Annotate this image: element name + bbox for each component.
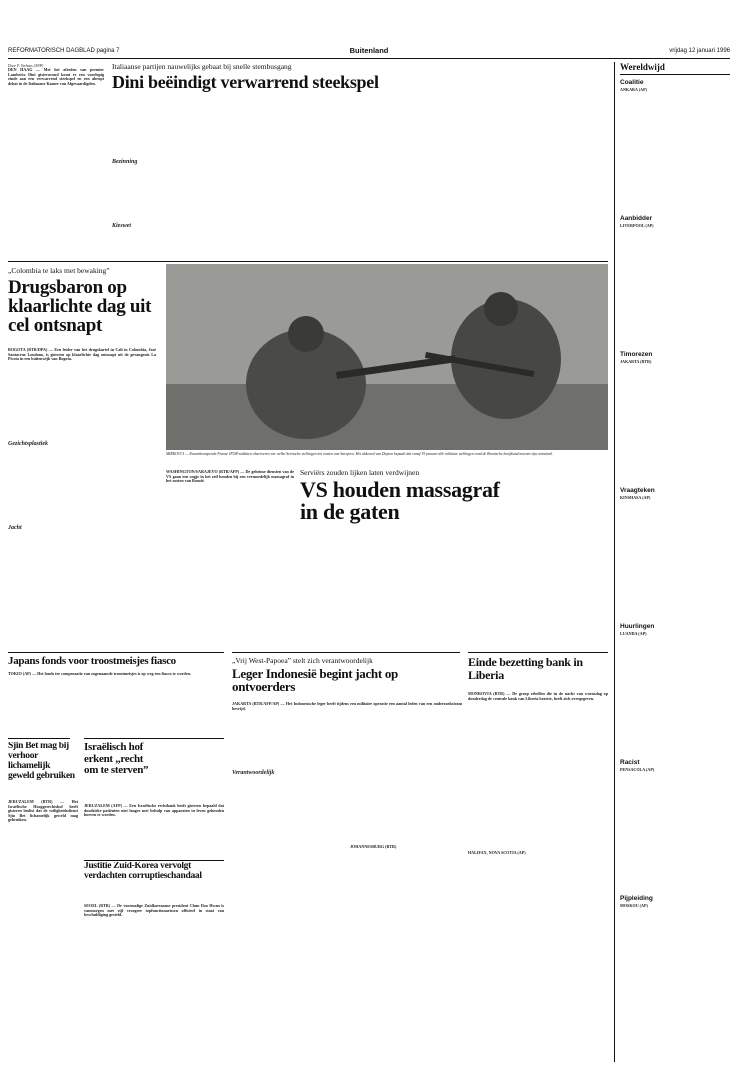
- rule-liberia: [468, 652, 608, 653]
- papua-kicker: „Vrij West-Papoea” stelt zich verantwoordelijk: [232, 656, 373, 665]
- wereldwijd-item-dateline: ANKARA (AP): [620, 87, 647, 92]
- sjinbet-body: [8, 800, 78, 1060]
- korea-headline: Justitie Zuid-Korea vervolgt verdachten corruptieschandaal: [84, 862, 202, 881]
- bosnia-header: [300, 468, 520, 538]
- photo-caption: MIRKOVCI — Zwaarbewapende Franse IFOR-soldaten observeren wie welke Servische stellingen ten oosten van Sarajevo. Het akkoord van Dayton bepaalt dat vanaf 19 januari alle militaire stellingen rond de Bosnische hoofdstad moeten zijn ontruimd.: [166, 452, 553, 456]
- rule-japan: [8, 652, 224, 653]
- italy-kicker: Italiaanse partijen nauwelijks gebaat bij snelle stembusgang: [112, 62, 292, 71]
- issue-date: vrijdag 12 januari 1996: [669, 48, 730, 54]
- wereldwijd-item-head: Pijpleiding: [620, 895, 653, 902]
- masthead: [8, 44, 730, 59]
- sjinbet-lead: JERUZALEM (RTR) — Het Israëlische Hooggerechtshof heeft gisteren beslist dat de veiligheidsdienst Sjin Bet lichamelijk geweld mag gebruiken.: [8, 800, 78, 823]
- italy-headline: Dini beëindigt verwarrend steekspel: [112, 72, 379, 92]
- colombia-sub-gezicht: Gezichtsplastiek: [8, 440, 48, 447]
- italy-header: [112, 62, 512, 106]
- section-title: Buitenland: [349, 46, 389, 55]
- wereldwijd-item: [620, 483, 730, 619]
- colombia-lead: BOGOTA (RTR/DPA) — Een leider van het drugskartel in Cali in Colombia, José Santacruz Londono, is gisteren op klaarlichte dag ontsnapt uit de gevangenis La Picota in een buitenwijk van Bogota.: [8, 348, 156, 362]
- wereldwijd-column: [620, 62, 730, 1062]
- japan-headline: Japans fonds voor troostmeisjes fiasco: [8, 656, 176, 667]
- wereldwijd-divider: [614, 62, 615, 1062]
- wereldwijd-title: Wereldwijd: [620, 62, 730, 75]
- wereldwijd-item-dateline: LUANDA (AP): [620, 631, 647, 636]
- papua-body: [232, 702, 462, 1062]
- liberia-dateline-halifax: HALIFAX, NOVA SCOTIA (AP): [468, 850, 526, 856]
- korea-body: [84, 904, 224, 1060]
- sjinbet-header: [8, 742, 78, 798]
- bosnia-lead: WASHINGTON/SARAJEVO (RTR/AFP) — De geheime diensten van de VS gaan een oogje in het zeil houden bij een vermoedelijk massagraf in het oosten van Bosnië.: [166, 470, 294, 484]
- bosnia-lead-column: [166, 470, 294, 620]
- photo-illustration: [166, 264, 608, 450]
- japan-lead: TOKIO (AP) — Het fonds ter compensatie van zogenaamde troostmeisjes is op weg een fiasco te worden.: [8, 672, 191, 676]
- italy-lead-column: [8, 64, 104, 260]
- korea-header: [84, 862, 224, 902]
- israel-header: [84, 742, 150, 802]
- bosnia-kicker: Serviërs zouden lijken laten verdwijnen: [300, 468, 420, 477]
- wereldwijd-item-head: Racist: [620, 759, 640, 766]
- colombia-header: [8, 266, 153, 346]
- colombia-body: [8, 348, 156, 648]
- liberia-header: [468, 656, 608, 690]
- wereldwijd-item-dateline: MOSKOU (AP): [620, 903, 648, 908]
- liberia-lead: MONROVIA (RTR) — De groep rebellen die in de nacht van woensdag op donderdag de centrale bank van Liberia bezette, heeft zich overgegeven.: [468, 692, 608, 701]
- bosnia-headline: VS houden massagraf in de gaten: [300, 477, 500, 524]
- wereldwijd-item-head: Huurlingen: [620, 623, 655, 630]
- japan-body: [8, 672, 224, 732]
- colombia-headline: Drugsbaron op klaarlichte dag uit cel ontsnapt: [8, 277, 152, 336]
- liberia-headline: Einde bezetting bank in Liberia: [468, 656, 583, 682]
- wereldwijd-item-head: Aanbidder: [620, 215, 653, 222]
- papua-lead: JAKARTA (RTR/AFP/AP) — Het Indonesische leger heeft tijdens een militaire operatie een aantal leden van een onderzoeksteam bevrijd.: [232, 702, 462, 711]
- wereldwijd-items: [620, 75, 730, 1027]
- italy-sub-bezinning: Bezinning: [112, 159, 138, 165]
- wereldwijd-item: [620, 755, 730, 891]
- liberia-body: [468, 692, 608, 1062]
- wereldwijd-item: [620, 211, 730, 347]
- wereldwijd-item-head: Timorezen: [620, 351, 653, 358]
- paper-name: REFORMATORISCH DAGBLAD pagina 7: [8, 48, 120, 54]
- colombia-sub-jacht: Jacht: [8, 524, 22, 531]
- papua-sub-verantwoordelijk: Verantwoordelijk: [232, 770, 275, 777]
- wereldwijd-item-head: Vraagteken: [620, 487, 655, 494]
- wereldwijd-item: [620, 619, 730, 755]
- sjinbet-headline: Sjin Bet mag bij verhoor lichamelijk geweld gebruiken: [8, 742, 75, 781]
- wereldwijd-item-dateline: PENSACOLA (AP): [620, 767, 655, 772]
- papua-header: [232, 656, 462, 700]
- colombia-kicker: „Colombia te laks met bewaking”: [8, 266, 110, 275]
- wereldwijd-item-dateline: JAKARTA (RTR): [620, 359, 652, 364]
- israel-body: [84, 804, 224, 852]
- korea-lead: SEOEL (RTR) — De voormalige Zuidkoreaanse president Chun Doo Hwan is vanmorgen met vijf vroegere topfunctionarissen officieel in staat van beschuldiging gesteld.: [84, 904, 224, 918]
- israel-lead: JERUZALEM (AFP) — Een Israëlische rechtbank heeft gisteren bepaald dat doodzieke patiënten niet langer met behulp van apparaten in leven gehouden hoeven te worden.: [84, 804, 224, 818]
- wereldwijd-item-head: Coalitie: [620, 79, 644, 86]
- wereldwijd-item: [620, 891, 730, 1027]
- ifor-soldiers-photo: [166, 264, 608, 450]
- rule-papua: [232, 652, 460, 653]
- wereldwijd-item-dateline: KINSHASA (AP): [620, 495, 651, 500]
- italy-lead: DEN HAAG — Met het afreden van premier Lamberto Dini gisteravond komt er een voorlopig einde aan een verwarrend steekspel en een abrupt debat in de Italiaanse Kamer van Afgevaardigden.: [8, 67, 104, 86]
- rule-korea: [84, 860, 224, 861]
- rule-israel: [84, 738, 224, 739]
- rule-sjinbet: [8, 738, 70, 739]
- italy-sub-kieswet: Kieswet: [112, 223, 131, 230]
- italy-byline: Door F. Verheus (ANP): [8, 64, 44, 68]
- papua-headline: Leger Indonesië begint jacht op ontvoerders: [232, 666, 398, 694]
- wereldwijd-item: [620, 75, 730, 211]
- rule-colombia: [8, 261, 608, 262]
- wereldwijd-item: [620, 347, 730, 483]
- papua-dateline-johannesburg: JOHANNESBURG (RTR): [350, 844, 397, 850]
- israel-headline: Israëlisch hof erkent „recht om te sterven”: [84, 742, 149, 777]
- wereldwijd-item-dateline: LIVERPOOL (AP): [620, 223, 654, 228]
- italy-body: [112, 110, 412, 258]
